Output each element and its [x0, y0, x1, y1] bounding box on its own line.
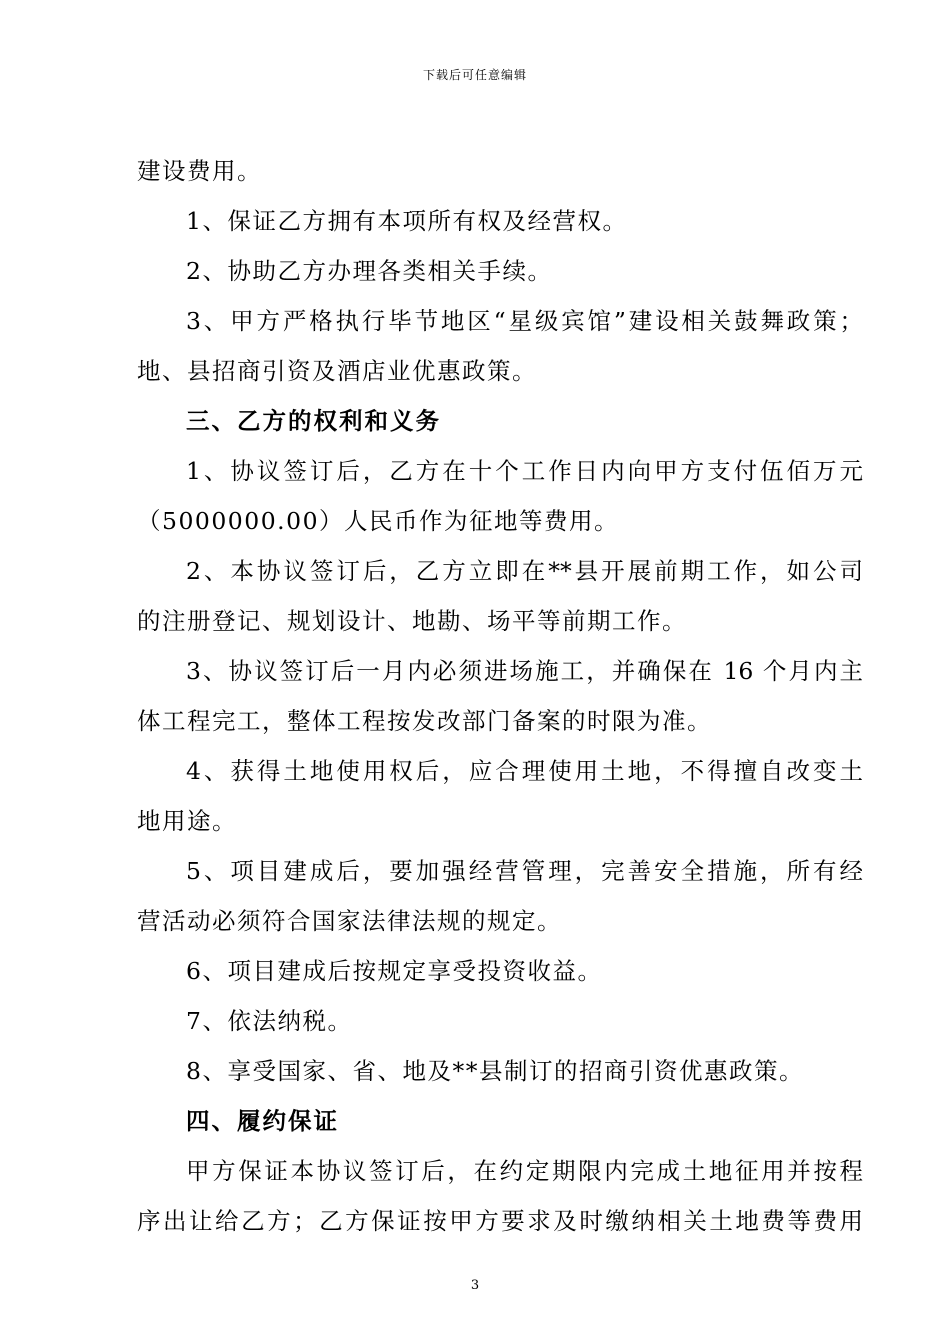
- paragraph-line: 1、保证乙方拥有本项所有权及经营权。: [186, 207, 628, 235]
- download-note: 下载后可任意编辑: [422, 68, 527, 82]
- page-number: 3: [470, 1278, 480, 1293]
- paragraph-line: 7、依法纳税。: [186, 1007, 353, 1035]
- paragraph-line: 序出让给乙方；乙方保证按甲方要求及时缴纳相关土地费等费用: [137, 1207, 863, 1235]
- paragraph-line: 3、协议签订后一月内必须进场施工，并确保在 16 个月内主: [186, 657, 863, 685]
- section-heading: 四、履约保证: [186, 1107, 339, 1135]
- paragraph-line: 的注册登记、规划设计、地勘、场平等前期工作。: [137, 607, 687, 635]
- paragraph-line: 4、获得土地使用权后，应合理使用土地，不得擅自改变土: [186, 757, 863, 785]
- paragraph-line: 5、项目建成后，要加强经营管理，完善安全措施，所有经: [186, 857, 863, 885]
- paragraph-line: （5000000.00）人民币作为征地等费用。: [137, 507, 620, 535]
- paragraph-line: 甲方保证本协议签订后，在约定期限内完成土地征用并按程: [186, 1157, 863, 1185]
- paragraph-line: 建设费用。: [137, 157, 262, 185]
- section-heading: 三、乙方的权利和义务: [186, 407, 441, 435]
- paragraph-line: 营活动必须符合国家法律法规的规定。: [137, 907, 562, 935]
- paragraph-line: 3、甲方严格执行毕节地区“星级宾馆”建设相关鼓舞政策；: [186, 307, 863, 335]
- paragraph-line: 2、协助乙方办理各类相关手续。: [186, 257, 553, 285]
- paragraph-line: 6、项目建成后按规定享受投资收益。: [186, 957, 603, 985]
- document-body: [137, 146, 863, 1246]
- paragraph-line: 2、本协议签订后，乙方立即在**县开展前期工作，如公司: [186, 557, 863, 585]
- paragraph-line: 地、县招商引资及酒店业优惠政策。: [137, 357, 537, 385]
- paragraph-line: 8、享受国家、省、地及**县制订的招商引资优惠政策。: [186, 1057, 804, 1085]
- paragraph-line: 地用途。: [137, 807, 237, 835]
- paragraph-line: 1、协议签订后，乙方在十个工作日内向甲方支付伍佰万元: [186, 457, 863, 485]
- paragraph-line: 体工程完工，整体工程按发改部门备案的时限为准。: [137, 707, 712, 735]
